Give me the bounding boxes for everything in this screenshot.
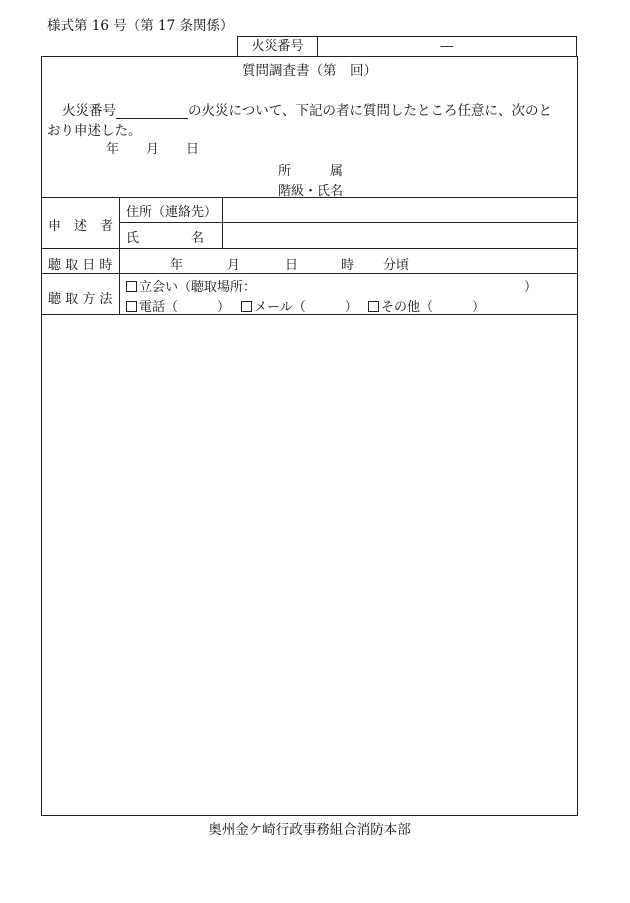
statement-line-2: おり申述した。 — [47, 123, 142, 139]
date-year: 年 — [106, 142, 120, 157]
statement-date[interactable] — [106, 138, 199, 157]
method-phone-option[interactable] — [126, 296, 230, 315]
phone-label: 電話（ ） — [139, 300, 231, 315]
name-field[interactable] — [228, 227, 572, 245]
fire-number-label: 火災番号 — [238, 37, 318, 57]
checkbox-other[interactable] — [368, 301, 379, 312]
checkbox-phone[interactable] — [126, 301, 137, 312]
hearing-datetime-field[interactable] — [120, 254, 578, 272]
statement-body-area[interactable] — [46, 320, 573, 810]
checkbox-in-person[interactable] — [126, 281, 137, 292]
hearing-datetime-label: 聴 取 日 時 — [48, 258, 113, 273]
method-in-person-option[interactable] — [126, 276, 256, 295]
divider-top-declarant — [41, 197, 578, 198]
rank-name-label: 階級・氏名 — [278, 184, 344, 199]
other-label: その他（ ） — [381, 300, 486, 315]
hearing-month: 月 — [227, 258, 241, 273]
fire-number-box — [237, 36, 577, 57]
affiliation-label: 所 属 — [278, 164, 344, 179]
declarant-subcolumn-divider — [222, 197, 223, 248]
form-number-label: 様式第 16 号（第 17 条関係） — [47, 18, 234, 34]
fire-number-value[interactable]: ― — [440, 39, 454, 54]
declarant-label: 申 述 者 — [48, 219, 114, 234]
hearing-year: 年 — [170, 258, 184, 273]
statement-suffix: の火災について、下記の者に質問したところ任意に、次のと — [188, 103, 552, 119]
hearing-method-label: 聴 取 方 法 — [48, 292, 113, 307]
fire-number-blank[interactable] — [116, 103, 188, 119]
divider-datetime-method — [41, 273, 578, 274]
hearing-minute: 分頃 — [383, 258, 410, 273]
divider-address-name — [119, 222, 578, 223]
address-field[interactable] — [228, 201, 572, 219]
hearing-day: 日 — [285, 258, 299, 273]
name-label: 氏 名 — [126, 231, 205, 246]
method-email-option[interactable] — [241, 296, 358, 315]
date-month: 月 — [146, 142, 160, 157]
date-day: 日 — [186, 142, 200, 157]
address-label: 住所（連絡先） — [126, 205, 218, 220]
issuing-organization: 奥州金ケ崎行政事務組合消防本部 — [208, 822, 411, 838]
divider-declarant-datetime — [41, 248, 578, 249]
checkbox-email[interactable] — [241, 301, 252, 312]
in-person-label: 立会い（聴取場所： — [139, 280, 257, 295]
in-person-close-paren: ） — [524, 280, 538, 295]
statement-line-1 — [62, 99, 552, 119]
hearing-hour: 時 — [341, 258, 355, 273]
email-label: メール（ ） — [254, 300, 358, 315]
document-title: 質問調査書（第 回） — [242, 63, 377, 79]
method-other-option[interactable] — [368, 296, 485, 315]
statement-prefix: 火災番号 — [62, 103, 116, 119]
